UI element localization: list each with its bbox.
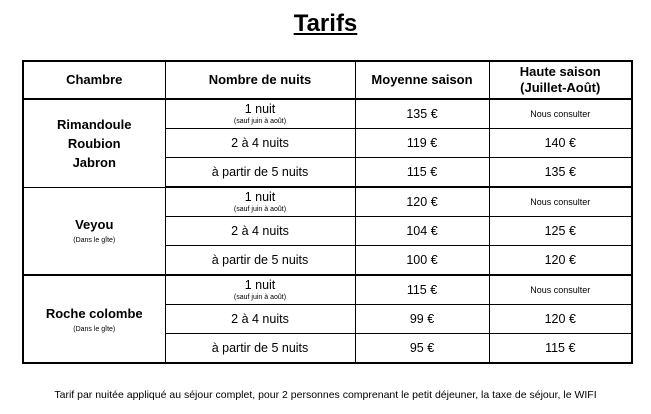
nights-label: 1 nuit [244,190,276,204]
mid-season-price: 95 € [355,334,489,364]
high-season-price: 125 € [489,217,632,246]
header-row [23,61,632,99]
room-cell [23,99,165,187]
nights-label: à partir de 5 nuits [165,246,355,276]
room-name: Roubion [67,135,121,151]
mid-season-price: 119 € [355,129,489,158]
nights-label: à partir de 5 nuits [165,334,355,364]
nights-note: (sauf juin à août) [233,118,287,125]
nights-cell [165,99,355,129]
nights-label: à partir de 5 nuits [165,158,355,188]
room-name: Jabron [72,154,116,170]
pricing-table [22,60,633,364]
high-season-price: 115 € [489,334,632,364]
mid-season-price: 100 € [355,246,489,276]
high-season-price: Nous consulter [489,99,632,129]
nights-label: 2 à 4 nuits [165,129,355,158]
high-season-price: 120 € [489,305,632,334]
mid-season-price: 104 € [355,217,489,246]
mid-season-price: 115 € [355,275,489,305]
table-row [23,187,632,217]
nights-label: 2 à 4 nuits [165,217,355,246]
nights-cell [165,187,355,217]
room-cell [23,275,165,363]
header-room: Chambre [23,61,165,99]
room-name: Rimandoule [57,116,132,132]
nights-cell [165,275,355,305]
high-season-price: 140 € [489,129,632,158]
high-season-price: Nous consulter [489,275,632,305]
mid-season-price: 135 € [355,99,489,129]
header-nights: Nombre de nuits [165,61,355,99]
nights-note: (sauf juin à août) [233,206,287,213]
high-season-price: 135 € [489,158,632,188]
header-high-season: Haute saison (Juillet-Août) [489,61,632,99]
room-cell [23,187,165,275]
high-season-price: 120 € [489,246,632,276]
mid-season-price: 120 € [355,187,489,217]
mid-season-price: 115 € [355,158,489,188]
room-name: Veyou [75,217,114,233]
nights-label: 1 nuit [244,102,276,116]
room-name: Roche colombe [45,305,143,321]
mid-season-price: 99 € [355,305,489,334]
table-row [23,99,632,129]
high-season-price: Nous consulter [489,187,632,217]
footer-note: Tarif par nuitée appliqué au séjour complet, pour 2 personnes comprenant le petit déjeuner, la taxe de séjour, le WIFI [54,389,597,401]
room-note: (Dans le gîte) [73,237,116,245]
nights-note: (sauf juin à août) [233,294,287,301]
header-mid-season: Moyenne saison [355,61,489,99]
page-title: Tarifs [293,10,358,37]
table-row [23,275,632,305]
nights-label: 1 nuit [244,278,276,292]
nights-label: 2 à 4 nuits [165,305,355,334]
room-note: (Dans le gîte) [73,325,116,333]
